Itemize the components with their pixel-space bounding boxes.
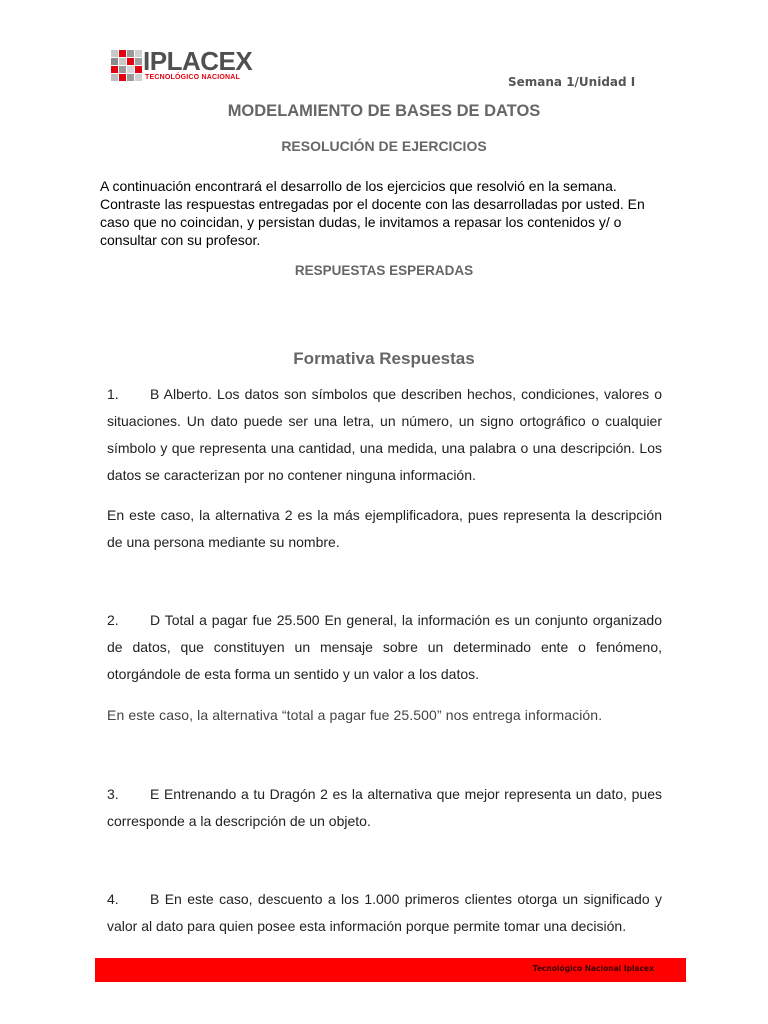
answer-text: B Alberto. Los datos son símbolos que describen hechos, condiciones, valores o situaciones. Un dato puede ser una letra, un número, un signo ortográfico o cualquier símbolo y que representa una cantidad, una medida, una palabra o una descripción. Los datos se caracterizan por no contener ninguna información. [107,386,662,483]
answer-4 [107,886,662,940]
iplacex-logo [111,46,261,86]
answer-3 [107,781,662,835]
document-subtitle: RESOLUCIÓN DE EJERCICIOS [281,138,487,154]
section-heading: Formativa Respuestas [293,349,475,368]
answer-text: B En este caso, descuento a los 1.000 primeros clientes otorga un significado y valor al dato para quien posee esta información porque permite tomar una decisión. [107,891,662,934]
document-title: MODELAMIENTO DE BASES DE DATOS [227,102,541,120]
answer-2-note: En este caso, la alternativa “total a pagar fue 25.500” nos entrega información. [107,707,603,723]
answer-text: E Entrenando a tu Dragón 2 es la alternativa que mejor representa un dato, pues corresponde a la descripción de un objeto. [107,786,662,829]
answer-2 [107,607,662,688]
footer-text: Tecnológico Nacional Iplacex [532,964,654,973]
logo-mosaic-icon [111,50,141,82]
answer-number: 1. [107,386,119,402]
answer-number: 2. [107,612,119,628]
answer-number: 4. [107,891,119,907]
week-label: Semana 1/Unidad I [508,75,636,89]
footer-bar [95,958,686,982]
logo-wordmark: IPLACEX [143,46,253,76]
answer-1-note: En este caso, la alternativa 2 es la más ejemplificadora, pues representa la descripción de una persona mediante su nombre. [107,507,662,550]
expected-answers-heading: RESPUESTAS ESPERADAS [294,263,474,278]
answer-1 [107,381,662,489]
logo-tagline: TECNOLÓGICO NACIONAL [145,74,240,81]
intro-paragraph: A continuación encontrará el desarrollo de los ejercicios que resolvió en la semana. Contraste las respuestas entregadas por el docente con las desarrolladas por usted. En caso que no coincidan, y persistan dudas, le invitamos a repasar los contenidos y/ o consultar con su profesor. [100,178,645,248]
answer-number: 3. [107,786,119,802]
answer-text: D Total a pagar fue 25.500 En general, la información es un conjunto organizado de datos, que constituyen un mensaje sobre un determinado ente o fenómeno, otorgándole de esta forma un sentido y un valor a los datos. [107,612,662,682]
